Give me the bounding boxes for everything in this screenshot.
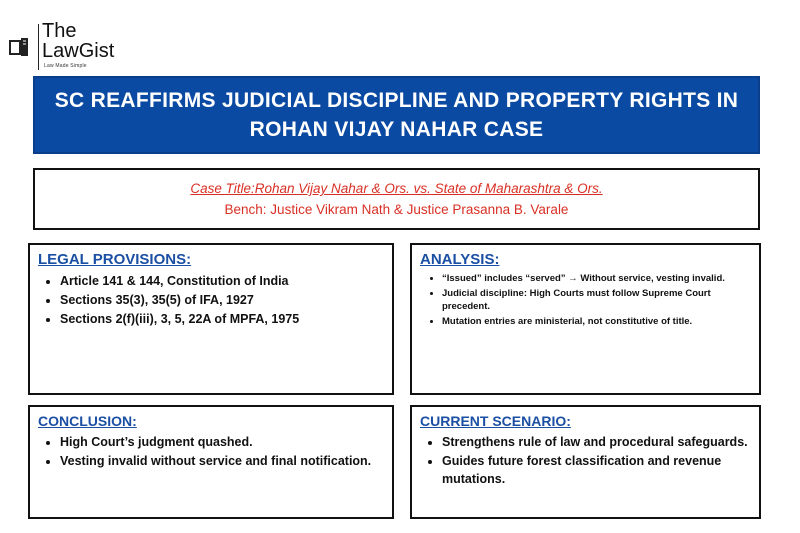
logo-text-line2: LawGist: [42, 40, 115, 62]
logo-tagline: Law Made Simple: [44, 63, 87, 69]
legal-provisions-box: [28, 243, 394, 395]
conclusion-list: [38, 433, 384, 471]
analysis-heading: ANALYSIS:: [420, 251, 500, 268]
analysis-list: [420, 272, 751, 328]
list-item: • High Court’s judgment quashed.: [60, 433, 384, 452]
logo-text-line1: The: [42, 20, 77, 42]
legal-provisions-heading: LEGAL PROVISIONS:: [38, 251, 192, 268]
analysis-box: [410, 243, 761, 395]
case-title: Case Title:Rohan Vijay Nahar & Ors. vs. State of Maharashtra & Ors.: [190, 181, 603, 196]
bench-info: Bench: Justice Vikram Nath & Justice Prasanna B. Varale: [224, 202, 569, 217]
title-banner: [33, 76, 760, 154]
page-title: SC REAFFIRMS JUDICIAL DISCIPLINE AND PROPERTY RIGHTS IN ROHAN VIJAY NAHAR CASE: [54, 89, 739, 141]
list-item: • Sections 2(f)(iii), 3, 5, 22A of MPFA, 1975: [60, 310, 384, 329]
list-item: • Guides future forest classification and revenue mutations.: [442, 452, 751, 489]
book-icon: [8, 36, 30, 58]
legal-provisions-list: [38, 272, 384, 329]
case-info-box: [33, 168, 760, 230]
list-item: • Judicial discipline: High Courts must follow Supreme Court precedent.: [442, 287, 751, 313]
brand-logo: [8, 22, 128, 72]
list-item: • Vesting invalid without service and final notification.: [60, 452, 384, 471]
current-scenario-list: [420, 433, 751, 489]
conclusion-heading: CONCLUSION:: [38, 413, 137, 429]
logo-divider: [38, 24, 39, 70]
list-item: • Article 141 & 144, Constitution of India: [60, 272, 384, 291]
list-item: • Strengthens rule of law and procedural safeguards.: [442, 433, 751, 452]
list-item: • Mutation entries are ministerial, not constitutive of title.: [442, 315, 751, 328]
list-item: • Sections 35(3), 35(5) of IFA, 1927: [60, 291, 384, 310]
current-scenario-box: [410, 405, 761, 519]
list-item: • “Issued” includes “served” → Without service, vesting invalid.: [442, 272, 751, 285]
conclusion-box: [28, 405, 394, 519]
current-scenario-heading: CURRENT SCENARIO:: [420, 413, 571, 429]
